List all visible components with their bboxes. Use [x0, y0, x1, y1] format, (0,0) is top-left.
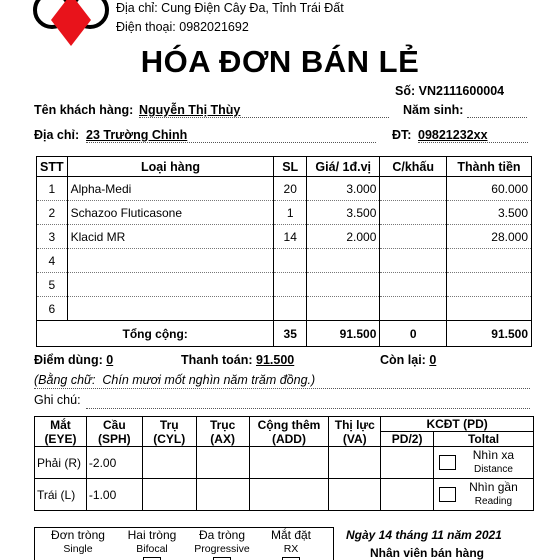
row-qty — [274, 249, 307, 273]
table-row — [37, 225, 532, 249]
row-total: 3.500 — [446, 201, 531, 225]
customer-phone: 09821232xx — [418, 128, 528, 143]
signer-title: Nhân viên bán hàng — [370, 546, 485, 560]
row-total: 28.000 — [446, 225, 531, 249]
row-discount — [380, 201, 447, 225]
invoice-date: Ngày 14 tháng 11 năm 2021 — [346, 528, 502, 542]
row-qty — [274, 297, 307, 321]
row-item — [67, 273, 274, 297]
table-row — [37, 249, 532, 273]
amount-paid: Thanh toán: 91.500 — [181, 353, 295, 367]
eye-right-label: Phải (R) — [35, 447, 87, 479]
row-discount — [380, 177, 447, 201]
distance-cell — [434, 447, 534, 479]
row-price: 3.500 — [307, 201, 380, 225]
total-discount: 0 — [380, 321, 447, 347]
reading-cell — [434, 479, 534, 511]
lens-rx[interactable]: Mắt đặt RX — [255, 528, 327, 560]
reading-sub: Reading — [474, 496, 513, 507]
eye-col-eye: Mắt (EYE) — [35, 417, 87, 447]
table-row — [37, 273, 532, 297]
total-amount: 91.500 — [446, 321, 531, 347]
col-qty: SL — [274, 157, 307, 177]
amount-remaining: Còn lại: 0 — [380, 353, 437, 367]
col-price: Giá/ 1đ.vị — [307, 157, 380, 177]
points-used: Điểm dùng: 0 — [34, 353, 114, 367]
eye-col-ax: Trục (AX) — [196, 417, 249, 447]
table-row — [37, 297, 532, 321]
eye-col-kcdt: KCĐT (PD) — [381, 417, 534, 432]
eye-row-right — [35, 447, 534, 479]
row-total — [446, 249, 531, 273]
row-total — [446, 273, 531, 297]
col-stt: STT — [37, 157, 68, 177]
row-price — [307, 273, 380, 297]
items-table — [36, 156, 532, 347]
table-row — [37, 201, 532, 225]
row-qty: 1 — [274, 201, 307, 225]
birth-label: Năm sinh: — [403, 103, 464, 117]
birth-value — [467, 103, 527, 118]
row-total: 60.000 — [446, 177, 531, 201]
eye-col-pd2: PD/2) — [381, 432, 434, 447]
row-item: Klacid MR — [67, 225, 274, 249]
reading-checkbox[interactable] — [439, 487, 456, 502]
row-qty: 14 — [274, 225, 307, 249]
note-value — [86, 393, 530, 409]
lens-progressive[interactable]: Đa tròng Progressive — [183, 528, 261, 560]
eye-prescription-table — [34, 416, 534, 511]
invoice-number: Số: VN2111600004 — [395, 84, 505, 98]
eye-right-sph: -2.00 — [86, 447, 142, 479]
row-price — [307, 249, 380, 273]
amount-in-words: (Bằng chữ: Chín mươi mốt nghìn năm trăm đồng.) — [34, 373, 530, 389]
customer-address-label: Địa chỉ: — [34, 128, 80, 142]
col-item: Loại hàng — [67, 157, 274, 177]
lens-type-box — [34, 527, 334, 560]
items-header-row — [37, 157, 532, 177]
row-item: Alpha-Medi — [67, 177, 274, 201]
total-qty: 35 — [274, 321, 307, 347]
reading-label: Nhìn gần — [469, 480, 518, 494]
eye-col-cyl: Trụ (CYL) — [142, 417, 196, 447]
store-address: Địa chỉ: Cung Điện Cây Đa, Tỉnh Trái Đất — [116, 1, 344, 15]
row-stt: 6 — [37, 297, 68, 321]
eye-row-left — [35, 479, 534, 511]
col-discount: C/khấu — [380, 157, 447, 177]
distance-label: Nhìn xa — [472, 448, 515, 462]
lens-bifocal[interactable]: Hai tròng Bifocal — [117, 528, 187, 560]
row-qty — [274, 273, 307, 297]
row-item: Schazoo Fluticasone — [67, 201, 274, 225]
distance-sub: Distance — [473, 464, 513, 475]
row-price — [307, 297, 380, 321]
totals-row — [37, 321, 532, 347]
row-discount — [380, 273, 447, 297]
total-label: Tổng cộng: — [37, 321, 274, 347]
customer-phone-label: ĐT: — [392, 128, 412, 142]
row-discount — [380, 225, 447, 249]
row-stt: 3 — [37, 225, 68, 249]
distance-checkbox[interactable] — [439, 455, 456, 470]
eye-col-total: Toltal — [434, 432, 534, 447]
row-total — [446, 297, 531, 321]
customer-name: Nguyễn Thị Thùy — [139, 103, 389, 118]
row-stt: 5 — [37, 273, 68, 297]
eye-left-label: Trái (L) — [35, 479, 87, 511]
total-price: 91.500 — [307, 321, 380, 347]
col-total: Thành tiền — [446, 157, 531, 177]
row-qty: 20 — [274, 177, 307, 201]
eye-col-va: Thị lực (VA) — [329, 417, 381, 447]
eye-col-sph: Cầu (SPH) — [86, 417, 142, 447]
lens-single[interactable]: Đơn tròng Single — [51, 528, 105, 555]
note-label: Ghi chú: — [34, 393, 81, 407]
eye-col-add: Cộng thêm (ADD) — [249, 417, 329, 447]
customer-name-label: Tên khách hàng: — [34, 103, 134, 117]
row-discount — [380, 297, 447, 321]
invoice-title: HÓA ĐƠN BÁN LẺ — [140, 44, 420, 79]
row-item — [67, 249, 274, 273]
table-row — [37, 177, 532, 201]
store-logo — [28, 0, 118, 48]
row-stt: 4 — [37, 249, 68, 273]
store-phone: Điện thoại: 0982021692 — [116, 20, 249, 34]
row-stt: 2 — [37, 201, 68, 225]
row-price: 2.000 — [307, 225, 380, 249]
row-stt: 1 — [37, 177, 68, 201]
eye-left-sph: -1.00 — [86, 479, 142, 511]
row-price: 3.000 — [307, 177, 380, 201]
row-item — [67, 297, 274, 321]
row-discount — [380, 249, 447, 273]
customer-address: 23 Trường Chinh — [86, 128, 376, 143]
